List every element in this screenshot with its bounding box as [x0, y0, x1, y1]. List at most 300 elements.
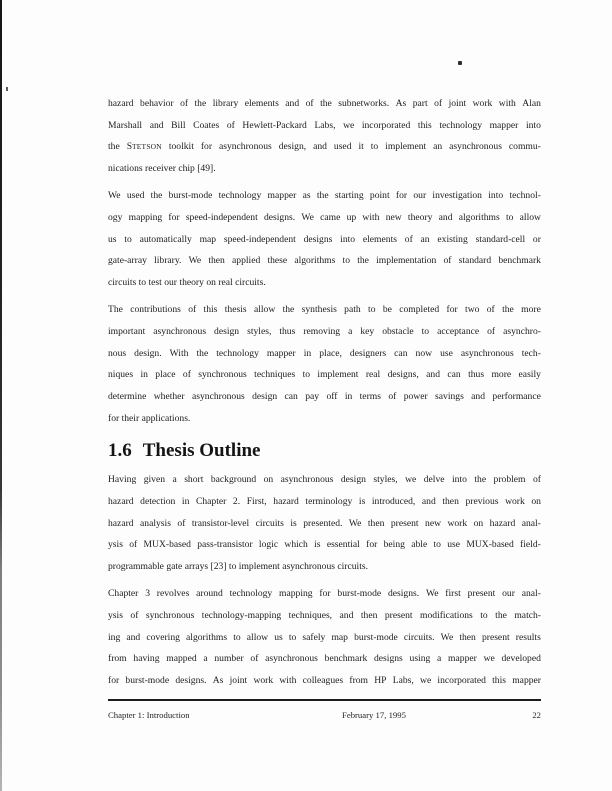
word: use [447, 539, 461, 551]
section-title: Thesis Outline [142, 440, 261, 462]
word: from [349, 675, 369, 686]
word: mapped [166, 653, 197, 665]
text-line [108, 627, 541, 649]
word: standard [458, 255, 492, 267]
word: more [521, 304, 541, 316]
word: up [346, 211, 357, 223]
paragraph-2 [108, 185, 541, 293]
text-line [108, 250, 541, 272]
word: safely [302, 631, 326, 643]
word: benchmark [324, 653, 368, 665]
footer-page-number: 22 [532, 710, 541, 720]
word: revolves [156, 588, 190, 600]
footer-chapter-label: Chapter 1: Introduction [108, 710, 190, 720]
word: design [252, 390, 278, 402]
word: incorporated [437, 675, 486, 686]
word: As [395, 98, 407, 109]
word: We [301, 211, 314, 223]
word: transistor-level [191, 517, 250, 529]
word: came [320, 211, 341, 223]
word: we [343, 119, 355, 131]
word: Chapter [195, 496, 227, 507]
word: hazard [273, 496, 299, 507]
word: investigation [432, 190, 482, 202]
word: to [124, 233, 132, 245]
text-line [108, 534, 541, 556]
word: savings [435, 390, 464, 402]
word: more [491, 369, 512, 381]
word: techniques, [288, 609, 333, 621]
word: pay [305, 390, 320, 402]
word: thus [468, 369, 485, 381]
text-line [108, 583, 541, 605]
word: designers [349, 347, 387, 359]
word: the [320, 98, 332, 109]
word: point [369, 190, 390, 202]
text-line [108, 343, 541, 365]
word: whether [153, 390, 185, 402]
word: logic [258, 539, 279, 551]
word: First, [246, 496, 267, 507]
word: Marshall [108, 119, 143, 131]
word: With [169, 347, 189, 359]
word: styles, [247, 325, 272, 337]
text-line [108, 299, 541, 321]
text-line [108, 491, 541, 513]
word: for [366, 539, 378, 551]
word: for [200, 141, 213, 153]
section-number: 1.6 [108, 440, 132, 462]
word: implement [317, 369, 359, 381]
word: for [168, 211, 180, 223]
word: to [433, 539, 441, 551]
word: completed [399, 304, 440, 316]
text-line [108, 364, 541, 386]
paragraph-5 [108, 469, 541, 577]
word: new [425, 517, 441, 529]
word: designs [303, 233, 333, 245]
word: and [421, 496, 436, 507]
word: is [290, 517, 297, 529]
word: We [440, 631, 454, 643]
word: work [253, 675, 274, 686]
word: an [420, 233, 430, 245]
word: implement [385, 141, 427, 153]
word: of [182, 369, 191, 381]
word: circuits. [403, 631, 435, 643]
word: asynchronous [280, 474, 334, 486]
word: then [459, 631, 476, 643]
word: MUX-based [466, 539, 514, 551]
word: We [108, 190, 121, 202]
text-line [108, 115, 541, 137]
word: these [267, 255, 288, 267]
text-line [108, 136, 541, 158]
word: with [362, 211, 380, 223]
word: place, [319, 347, 342, 359]
word: mapper [267, 190, 297, 202]
word: tech- [521, 347, 541, 359]
word: asynchronous [265, 653, 318, 665]
word: a [348, 325, 353, 337]
word: synchronous [198, 369, 247, 381]
word: and [126, 631, 141, 643]
word: for [446, 304, 458, 316]
word: design [340, 474, 366, 486]
word: hazard [489, 517, 516, 529]
word: anal- [521, 517, 541, 529]
word: use [440, 347, 453, 359]
word: it [358, 141, 364, 153]
word: asynchronous [191, 390, 245, 402]
page-body [108, 93, 541, 697]
word: design, [278, 141, 307, 153]
paragraph-3 [108, 299, 541, 429]
word: an [433, 141, 443, 153]
word: short [184, 474, 204, 486]
word: ysis [108, 609, 123, 621]
word: with [279, 675, 297, 686]
word: Hewlett-Packard [242, 119, 307, 131]
word: using [409, 653, 431, 665]
word: background [210, 474, 257, 486]
text-line [108, 605, 541, 627]
word: HP [374, 675, 387, 686]
word: technol- [509, 190, 541, 202]
word: now [415, 347, 433, 359]
word: then [208, 255, 225, 267]
word: ysis [108, 539, 123, 551]
word: toolkit [168, 141, 194, 153]
word: to [421, 325, 430, 337]
word: to [233, 631, 241, 643]
word: given [143, 474, 166, 486]
word: present [481, 631, 510, 643]
word: problem [493, 474, 526, 486]
word: to [480, 609, 488, 621]
word: into [488, 190, 504, 202]
word: 2. [232, 496, 241, 507]
word: terminology [305, 496, 353, 507]
word: developed [501, 653, 541, 665]
word: allow [246, 631, 269, 643]
footer-rule [108, 699, 541, 701]
word: thus [279, 325, 296, 337]
word: this [417, 119, 432, 131]
word: power [403, 390, 428, 402]
word: for [319, 588, 331, 600]
word: detection [140, 496, 176, 507]
word: mapper [266, 347, 296, 359]
word: library. [154, 255, 182, 267]
word: with [498, 98, 516, 109]
word: to [370, 141, 379, 153]
word: of [532, 474, 541, 486]
word: of [130, 609, 139, 621]
word: design. [134, 347, 162, 359]
word: this [203, 304, 218, 316]
word: and [313, 141, 327, 153]
text-line [108, 229, 541, 251]
word: and [426, 369, 440, 381]
word: we [420, 675, 432, 686]
word: contributions [130, 304, 181, 316]
word: be [382, 304, 392, 316]
word: 3 [145, 588, 150, 600]
word: of [180, 98, 189, 109]
word: Chapter [108, 588, 139, 600]
word: to [505, 211, 514, 223]
word: technology [229, 588, 273, 600]
text-line [108, 93, 541, 115]
word: of [486, 304, 495, 316]
word: designs [374, 653, 403, 665]
word: The [108, 304, 123, 316]
footer-date: February 17, 1995 [342, 710, 406, 720]
word: into [451, 474, 467, 486]
word: used [333, 141, 352, 153]
word: first [445, 588, 461, 600]
word: and [149, 119, 164, 131]
word: existing [437, 233, 468, 245]
text-line: circuits to test our theory on real circuits. [108, 277, 266, 288]
word: to [302, 369, 311, 381]
word: of [388, 390, 397, 402]
word: asynchronous [153, 325, 207, 337]
word: benchmark [498, 255, 541, 267]
word: able [411, 539, 428, 551]
word: then [360, 609, 378, 621]
word: in [344, 390, 353, 402]
word: around [196, 588, 223, 600]
word: having [133, 653, 160, 665]
word: path [344, 304, 361, 316]
word: work [472, 98, 493, 109]
word: from [108, 653, 127, 665]
word: designs. [263, 211, 296, 223]
word: introduced, [371, 496, 416, 507]
word: is [314, 539, 321, 551]
word: We [348, 517, 362, 529]
word: two [465, 304, 480, 316]
word: theory [407, 211, 433, 223]
scan-edge-artifact [0, 0, 2, 791]
word: circuits [255, 517, 284, 529]
word: pass-transistor [197, 539, 253, 551]
word: performance [492, 390, 541, 402]
word: for [395, 190, 408, 202]
word: designs, [387, 369, 419, 381]
word: obstacle [382, 325, 414, 337]
word: the [150, 190, 163, 202]
word: part [412, 98, 428, 109]
word: designs. [175, 675, 207, 686]
text-line [108, 386, 541, 408]
word: applied [232, 255, 261, 267]
word: joint [448, 98, 467, 109]
word: the [357, 255, 369, 267]
word: incorporated [361, 119, 411, 131]
word: a [203, 653, 208, 665]
word: speed-independent [223, 233, 296, 245]
text-line [108, 513, 541, 535]
word: speed-independent [185, 211, 258, 223]
word: essential [326, 539, 360, 551]
word: of [250, 653, 259, 665]
word: We [425, 588, 439, 600]
word: designs. [387, 588, 420, 600]
word: to [288, 631, 297, 643]
word: technology [218, 190, 262, 202]
word: mapping [128, 211, 163, 223]
text-line: programmable gate arrays [23] to implement asynchronous circuits. [108, 561, 369, 573]
word: can [284, 390, 298, 402]
word: the [316, 190, 329, 202]
word: standard-cell [475, 233, 526, 245]
word: styles, [373, 474, 398, 486]
word: map [331, 631, 348, 643]
word: key [360, 325, 375, 337]
word: algorithms [186, 631, 228, 643]
word: hazard [108, 98, 134, 109]
word: for [108, 675, 120, 686]
word: present [390, 517, 419, 529]
word: burst-mode [354, 631, 398, 643]
word: and [471, 390, 486, 402]
text-line [108, 670, 541, 692]
word: us [108, 233, 117, 245]
word: Labs, [314, 119, 336, 131]
word: real [365, 369, 381, 381]
word: the [502, 304, 514, 316]
word: allow [253, 304, 276, 316]
word: mapper [512, 675, 541, 686]
word: the [194, 98, 207, 109]
text-line [108, 321, 541, 343]
word: our [413, 190, 427, 202]
word: work [505, 496, 525, 507]
section-heading [108, 438, 541, 464]
word: starting [334, 190, 364, 202]
word: of [129, 539, 138, 551]
word: present [384, 609, 413, 621]
word: to [368, 304, 376, 316]
word: asynchronous [218, 141, 272, 153]
paragraph-6 [108, 583, 541, 691]
word: ing [108, 631, 121, 643]
word: of [177, 517, 186, 529]
word: delve [423, 474, 445, 486]
word: place [155, 369, 176, 381]
word: colleagues [302, 675, 344, 686]
word: the [495, 609, 507, 621]
word: technology [439, 119, 482, 131]
word: of [443, 255, 452, 267]
word: work [447, 517, 468, 529]
word: on [531, 496, 541, 507]
word: techniques [254, 369, 296, 381]
text-line [108, 207, 541, 229]
word: off [326, 390, 338, 402]
word: elements [362, 233, 397, 245]
word: a [172, 474, 177, 486]
word: acceptance [437, 325, 480, 337]
word: asynchronous [449, 141, 502, 153]
word: can [394, 347, 408, 359]
word: ogy [108, 211, 123, 223]
word: niques [108, 369, 134, 381]
word: automatically [139, 233, 192, 245]
word: Alan [522, 98, 541, 109]
word: the [196, 347, 209, 359]
word: which [284, 539, 308, 551]
word: field- [520, 539, 541, 551]
word: analysis [140, 517, 171, 529]
word: on [473, 517, 484, 529]
word: then [442, 496, 459, 507]
word: easily [518, 369, 541, 381]
word: into [525, 119, 541, 131]
word: mapper [448, 653, 477, 665]
word: the [282, 304, 295, 316]
word: as [302, 190, 311, 202]
word: asynchro- [503, 325, 541, 337]
word: of [487, 325, 496, 337]
word: hazard [108, 517, 134, 529]
text-line [108, 648, 541, 670]
word: thesis [224, 304, 247, 316]
word: the [474, 474, 487, 486]
word: we [405, 474, 417, 486]
word: terms [359, 390, 381, 402]
word: or [532, 233, 541, 245]
word: in [303, 347, 312, 359]
word: burst-mode [168, 190, 213, 202]
word: covering [146, 631, 180, 643]
word: algorithms [294, 255, 336, 267]
word: new [385, 211, 402, 223]
word: synthesis [301, 304, 337, 316]
word: match- [514, 609, 541, 621]
word: asynchronous [460, 347, 514, 359]
word: to [342, 255, 351, 267]
paragraph-1 [108, 93, 541, 180]
word: a [437, 653, 442, 665]
word: map [199, 233, 217, 245]
word: this [492, 675, 506, 686]
word: removing [303, 325, 341, 337]
word: and [438, 211, 453, 223]
word: subnetworks. [338, 98, 390, 109]
word: and [339, 609, 354, 621]
word: the [108, 141, 120, 153]
word: modifications [420, 609, 473, 621]
word: As [212, 675, 224, 686]
word: library [212, 98, 239, 109]
word: in [181, 496, 190, 507]
smallcaps-text: TETSON [132, 142, 162, 152]
word: presented. [303, 517, 343, 529]
word: design [214, 325, 240, 337]
word: implementation [376, 255, 437, 267]
word: of [226, 119, 235, 131]
text-line: nications receiver chip [49]. [108, 163, 216, 175]
word: of [188, 304, 197, 316]
scan-speck [458, 61, 462, 65]
word: technology-mapping [201, 609, 282, 621]
word: of [434, 98, 443, 109]
word: Bill [171, 119, 186, 131]
